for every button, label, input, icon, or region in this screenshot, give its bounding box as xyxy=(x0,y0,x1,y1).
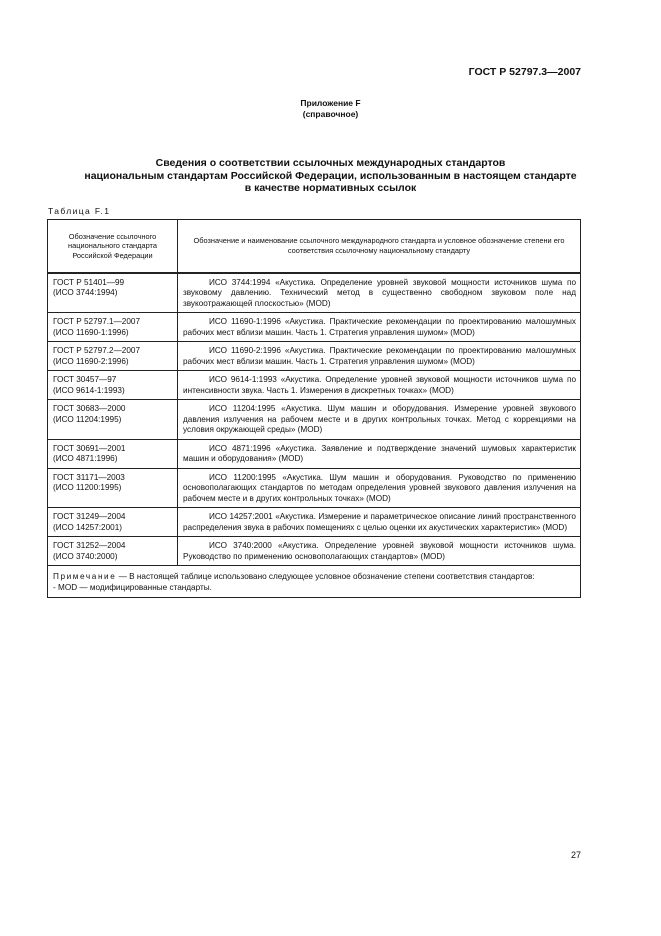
international-standard-cell xyxy=(178,400,581,440)
national-standard-cell xyxy=(48,439,178,468)
standard-description: ИСО 11690-2:1996 «Акустика. Практические рекомендации по проектированию малошумных рабочих мест вблизи машин. Часть 1. Стратегия управления шумом» (MOD) xyxy=(183,346,576,366)
international-standard-cell xyxy=(178,371,581,400)
reference-table xyxy=(47,219,581,598)
iso-designation: (ИСО 3740:2000) xyxy=(53,551,118,561)
table-row xyxy=(48,371,581,400)
international-standard-cell xyxy=(178,313,581,342)
table-row xyxy=(48,508,581,537)
standard-description: ИСО 11690-1:1996 «Акустика. Практические рекомендации по проектированию малошумных рабочих мест вблизи машин. Часть 1. Стратегия управления шумом» (MOD) xyxy=(183,317,576,337)
gost-designation: ГОСТ Р 52797.1—2007 xyxy=(53,317,140,326)
table-row xyxy=(48,400,581,440)
gost-designation: ГОСТ 31249—2004 xyxy=(53,512,126,521)
international-standard-cell xyxy=(178,273,581,313)
main-title xyxy=(40,157,621,195)
table-header-row xyxy=(48,220,581,273)
national-standard-cell xyxy=(48,400,178,440)
main-title-line: национальным стандартам Российской Федерации, использованным в настоящем стандарте xyxy=(84,169,577,182)
main-title-line: в качестве нормативных ссылок xyxy=(244,182,417,194)
national-standard-cell xyxy=(48,468,178,508)
iso-designation: (ИСО 3744:1994) xyxy=(53,288,118,297)
iso-designation: (ИСО 11690-1:1996) xyxy=(53,327,129,337)
table-row xyxy=(48,313,581,342)
appendix-type: (справочное) xyxy=(302,109,359,119)
standard-description: ИСО 11204:1995 «Акустика. Шум машин и оборудования. Измерение уровней звукового давления излучения на рабочем месте и в других контрольных точках. Метод с коррекциями на условия окружающей среды» (MOD) xyxy=(183,404,576,434)
header-national-standard: Обозначение ссылочного национального стандарта Российской Федерации xyxy=(48,220,178,273)
main-title-line: Сведения о соответствии ссылочных международных стандартов xyxy=(155,157,506,169)
table-caption: Таблица F.1 xyxy=(48,206,111,216)
gost-designation: ГОСТ Р 52797.2—2007 xyxy=(53,346,140,355)
note-label: Примечание xyxy=(53,572,117,581)
national-standard-cell xyxy=(48,313,178,342)
table-note-row xyxy=(48,566,581,598)
gost-designation: ГОСТ 31252—2004 xyxy=(53,541,126,550)
table-row xyxy=(48,273,581,313)
international-standard-cell xyxy=(178,342,581,371)
gost-designation: ГОСТ 30457—97 xyxy=(53,375,117,384)
international-standard-cell xyxy=(178,537,581,566)
standard-description: ИСО 9614-1:1993 «Акустика. Определение уровней звуковой мощности источников шума по интенсивности звука. Часть 1. Измерения в дискретных точках» (MOD) xyxy=(183,375,576,395)
appendix-heading xyxy=(0,98,661,120)
gost-designation: ГОСТ 31171—2003 xyxy=(53,472,125,482)
national-standard-cell xyxy=(48,508,178,537)
table-row xyxy=(48,537,581,566)
table-row xyxy=(48,342,581,371)
iso-designation: (ИСО 9614-1:1993) xyxy=(53,385,125,395)
iso-designation: (ИСО 14257:2001) xyxy=(53,522,122,532)
standard-description: ИСО 4871:1996 «Акустика. Заявление и подтверждение значений шумовых характеристик машин и оборудования» (MOD) xyxy=(183,443,576,463)
iso-designation: (ИСО 4871:1996) xyxy=(53,454,118,463)
national-standard-cell xyxy=(48,342,178,371)
iso-designation: (ИСО 11204:1995) xyxy=(53,414,122,424)
header-international-standard: Обозначение и наименование ссылочного международного стандарта и условное обозначение степени его соответствия ссылочному национальному стандарту xyxy=(178,220,581,273)
document-code: ГОСТ Р 52797.3—2007 xyxy=(468,66,581,78)
table-note xyxy=(48,566,581,598)
iso-designation: (ИСО 11200:1995) xyxy=(53,483,122,492)
gost-designation: ГОСТ 30683—2000 xyxy=(53,404,126,413)
international-standard-cell xyxy=(178,468,581,508)
iso-designation: (ИСО 11690-2:1996) xyxy=(53,356,129,366)
national-standard-cell xyxy=(48,273,178,313)
table-row xyxy=(48,439,581,468)
gost-designation: ГОСТ 30691—2001 xyxy=(53,443,126,453)
national-standard-cell xyxy=(48,537,178,566)
appendix-label: Приложение F xyxy=(300,98,361,108)
international-standard-cell xyxy=(178,439,581,468)
standard-description: ИСО 14257:2001 «Акустика. Измерение и параметрическое описание линий пространственного распределения звука в рабочих помещениях с целью оценки их акустических характеристик» (MOD) xyxy=(183,512,576,532)
standard-description: ИСО 3740:2000 «Акустика. Определение уровней звуковой мощности источников шума. Руководство по применению основополагающих стандартов» (MOD) xyxy=(183,541,576,561)
gost-designation: ГОСТ Р 51401—99 xyxy=(53,277,125,287)
standard-description: ИСО 3744:1994 «Акустика. Определение уровней звуковой мощности источников шума по звуковому давлению. Технический метод в существенно свободном звуковом поле над звукоотражающей плоскостью» (MOD) xyxy=(183,277,576,308)
national-standard-cell xyxy=(48,371,178,400)
international-standard-cell xyxy=(178,508,581,537)
page-number: 27 xyxy=(570,850,581,860)
table-row xyxy=(48,468,581,508)
standard-description: ИСО 11200:1995 «Акустика. Шум машин и оборудования. Руководство по применению основополагающих стандартов по методам определения уровней звукового давления излучения на рабочем месте и в других контрольных точках» (MOD) xyxy=(183,472,576,503)
note-item: - MOD — модифицированные стандарты. xyxy=(53,582,212,592)
note-text: — В настоящей таблице использовано следующее условное обозначение степени соответствия стандартов: xyxy=(116,572,535,581)
